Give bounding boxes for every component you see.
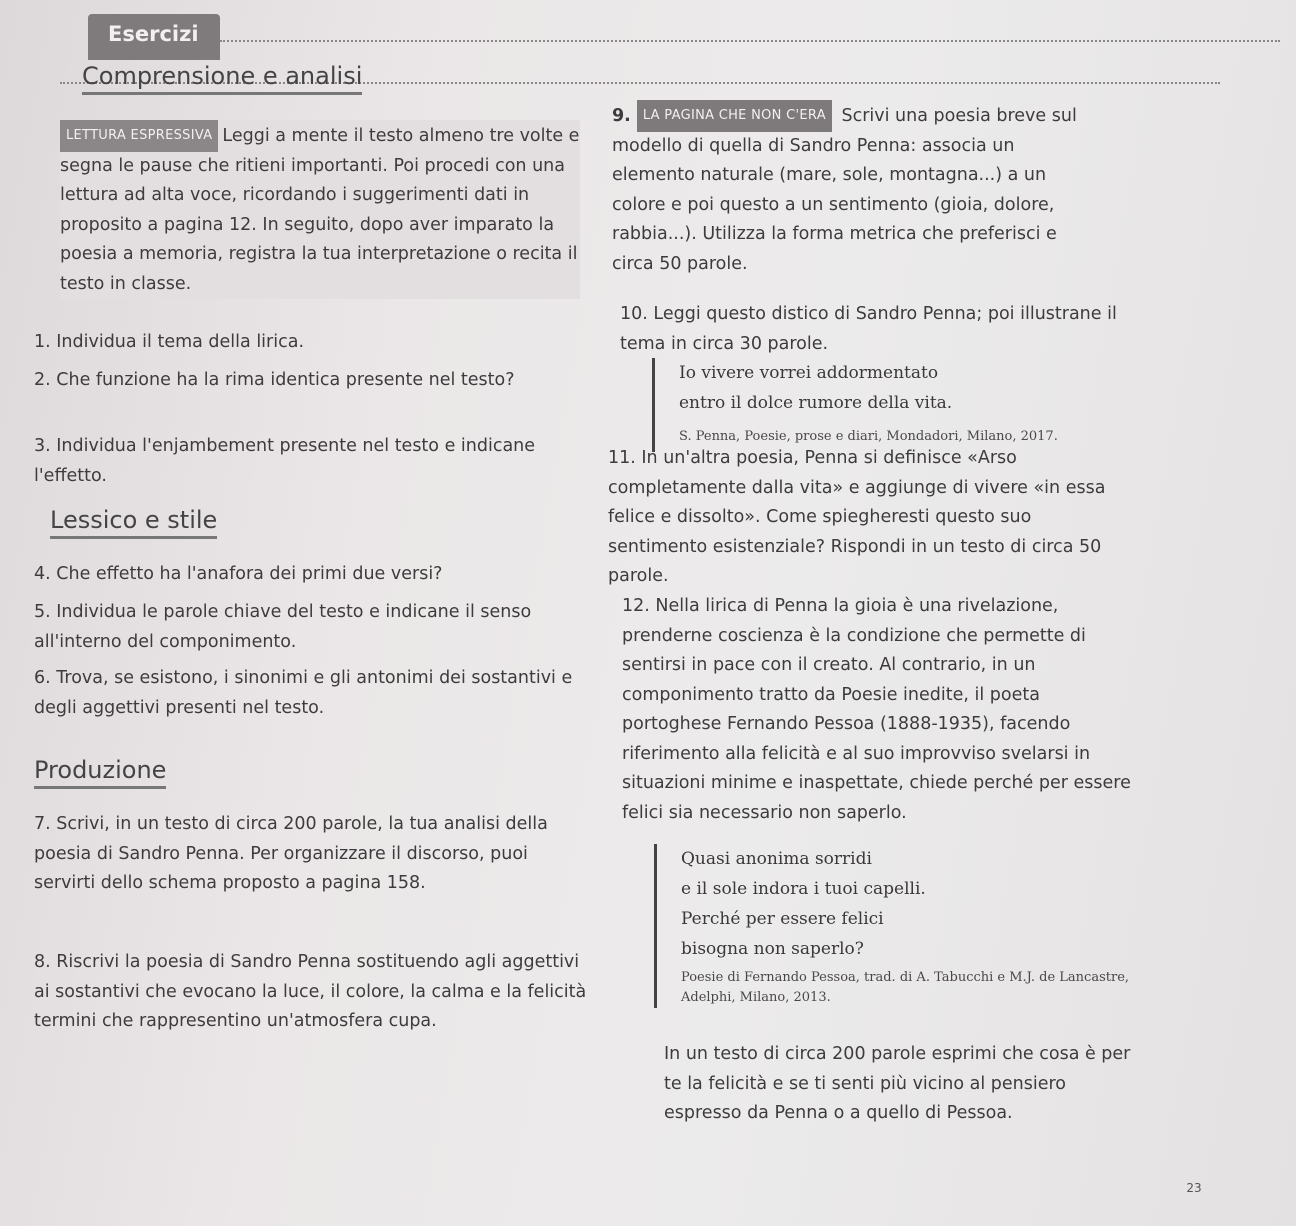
section-title-comprensione: Comprensione e analisi <box>82 62 362 95</box>
header-dotted-line <box>220 40 1280 42</box>
page-number: 23 <box>1186 1181 1202 1195</box>
lettura-espressiva-text: Leggi a mente il testo almeno tre volte e segna le pause che ritieni importanti. Poi procedi con una lettura ad alta voce, ricordando i suggerimenti dati in proposito a pagina 12. In seguito, dopo aver imparato la poesia a memoria, registra la tua interpretazione o recita il testo in classe. <box>60 126 580 294</box>
question-5: 5. Individua le parole chiave del testo e indicane il senso all'interno del componimento. <box>34 602 532 652</box>
question-2: 2. Che funzione ha la rima identica presente nel testo? <box>34 370 515 390</box>
poem-pessoa-citation: Poesie di Fernando Pessoa, trad. di A. Tabucchi e M.J. de Lancastre, Adelphi, Milano, 2013. <box>681 970 1130 1005</box>
question-7: 7. Scrivi, in un testo di circa 200 parole, la tua analisi della poesia di Sandro Penna. Per organizzare il discorso, puoi servirti dello schema proposto a pagina 158. <box>34 814 548 893</box>
pagina-badge: LA PAGINA CHE NON C'ERA <box>637 100 832 132</box>
esercizi-tab-label: Esercizi <box>108 22 199 46</box>
question-1: 1. Individua il tema della lirica. <box>34 332 305 352</box>
question-4: 4. Che effetto ha l'anafora dei primi due versi? <box>34 564 443 584</box>
closing-prompt: In un testo di circa 200 parole esprimi che cosa è per te la felicità e se ti senti più vicino al pensiero espresso da Penna o a quello di Pessoa. <box>664 1044 1131 1123</box>
poem-penna <box>652 358 1099 452</box>
lettura-espressiva-badge: LETTURA ESPRESSIVA <box>60 120 218 152</box>
poem-penna-line-1: Io vivere vorrei addormentato <box>679 363 939 383</box>
poem-pessoa <box>654 844 1151 1008</box>
question-9-text: Scrivi una poesia breve sul modello di quella di Sandro Penna: associa un elemento naturale (mare, sole, montagna...) a un colore e poi questo a un sentimento (gioia, dolore, rabbia...). Utilizza la forma metrica che preferisci e circa 50 parole. <box>612 106 1077 274</box>
poem-pessoa-line-1: Quasi anonima sorridi <box>681 849 872 869</box>
lettura-espressiva-block <box>60 120 580 299</box>
poem-pessoa-line-3: Perché per essere felici <box>681 909 884 929</box>
section-title-produzione: Produzione <box>34 756 166 789</box>
poem-penna-line-2: entro il dolce rumore della vita. <box>679 393 953 413</box>
esercizi-tab <box>88 14 220 60</box>
question-9 <box>612 100 1082 279</box>
question-12: 12. Nella lirica di Penna la gioia è una rivelazione, prenderne coscienza è la condizione che permette di sentirsi in pace con il creato. Al contrario, in un componimento tratto da Poesie inedite, il poeta portoghese Fernando Pessoa (1888-1935), facendo riferimento alla felicità e al suo improvviso svelarsi in situazioni minime e inaspettate, chiede perché per essere felici sia necessario non saperlo. <box>622 596 1131 823</box>
question-10: 10. Leggi questo distico di Sandro Penna; poi illustrane il tema in circa 30 parole. <box>620 304 1117 354</box>
question-6: 6. Trova, se esistono, i sinonimi e gli antonimi dei sostantivi e degli aggettivi presenti nel testo. <box>34 668 573 718</box>
question-11: 11. In un'altra poesia, Penna si definisce «Arso completamente dalla vita» e aggiunge di vivere «in essa felice e dissolto». Come spiegheresti questo suo sentimento esistenziale? Rispondi in un testo di circa 50 parole. <box>608 448 1106 586</box>
section-title-lessico: Lessico e stile <box>50 506 217 539</box>
question-3: 3. Individua l'enjambement presente nel testo e indicane l'effetto. <box>34 436 536 486</box>
poem-penna-citation: S. Penna, Poesie, prose e diari, Mondadori, Milano, 2017. <box>679 429 1058 444</box>
poem-pessoa-line-4: bisogna non saperlo? <box>681 939 864 959</box>
question-8: 8. Riscrivi la poesia di Sandro Penna sostituendo agli aggettivi ai sostantivi che evocano la luce, il colore, la calma e la felicità termini che rappresentino un'atmosfera cupa. <box>34 952 587 1031</box>
poem-pessoa-line-2: e il sole indora i tuoi capelli. <box>681 879 926 899</box>
question-9-number: 9. <box>612 106 631 126</box>
